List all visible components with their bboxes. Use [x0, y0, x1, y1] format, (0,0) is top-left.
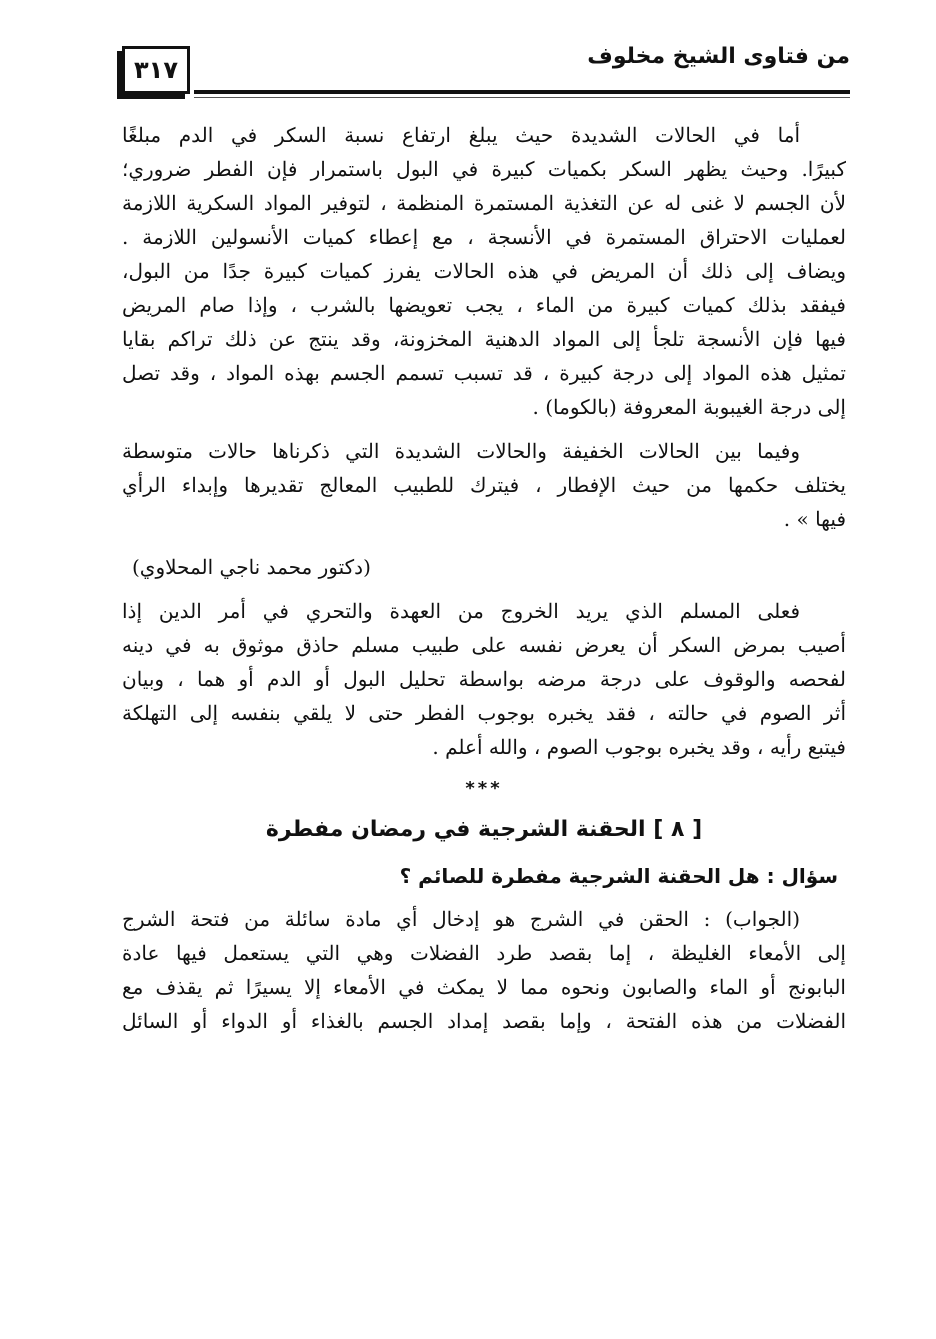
- text-line: فيتبع رأيه ، وقد يخبره بوجوب الصوم ، والله أعلم .: [432, 735, 846, 759]
- text-line: أثر الصوم في حالته ، فقد يخبره بوجوب الفطر حتى لا يلقي بنفسه إلى التهلكة: [122, 701, 846, 725]
- author-signature: (دكتور محمد ناجي المحلاوي): [132, 555, 371, 579]
- text-line: فعلى المسلم الذي يريد الخروج من العهدة والتحري في أمر الدين إذا: [122, 599, 800, 623]
- text-line: فيها » .: [783, 507, 846, 531]
- text-line: البابونج أو الماء والصابون ونحوه مما لا يمكث في الأمعاء إلا يسيرًا ثم يقذف مع: [122, 975, 846, 999]
- text-line: تمثيل هذه المواد إلى درجة كبيرة ، قد تسبب تسمم الجسم بهذه المواد ، وقد تصل: [122, 361, 846, 385]
- text-line: فيها فإن الأنسجة تلجأ إلى المواد الدهنية المخزونة، وقد ينتج عن ذلك تراكم بقايا: [122, 327, 846, 351]
- section-heading: [ ٨ ] الحقنة الشرجية في رمضان مفطرة: [265, 817, 703, 842]
- text-line: إلى درجة الغيبوبة المعروفة (بالكوما) .: [532, 395, 846, 419]
- paragraph-answer: [122, 902, 846, 1038]
- text-line: لأن الجسم لا غنى له عن التغذية المستمرة المنظمة ، لتوفير المواد السكرية اللازمة: [122, 191, 846, 215]
- text-line: أصيب بمرض السكر أن يعرض نفسه على طبيب مسلم حاذق موثوق به في دينه: [122, 633, 846, 657]
- text-line: كبيرًا. وحيث يظهر السكر بكميات كبيرة في البول باستمرار فإن الفطر ضروري؛: [122, 157, 846, 181]
- section-separator: ***: [465, 778, 503, 799]
- text-line: أما في الحالات الشديدة حيث يبلغ ارتفاع نسبة السكر في الدم مبلغًا: [122, 123, 800, 147]
- text-line: الفضلات من هذه الفتحة ، وإما بقصد إمداد الجسم بالغذاء أو الدواء أو السائل: [122, 1009, 846, 1033]
- text-line: يختلف حكمها من حيث الإفطار ، فيترك للطبيب المعالج تقديرها وإبداء الرأي: [122, 473, 846, 497]
- page-content: [122, 118, 846, 1038]
- text-line: ويضاف إلى ذلك أن المريض في هذه الحالات يفرز كميات كبيرة جدًا من البول،: [122, 259, 846, 283]
- text-line: لفحصه والوقوف على درجة مرضه بواسطة تحليل البول أو الدم أو هما ، وبيان: [122, 667, 846, 691]
- text-line: وفيما بين الحالات الخفيفة والحالات الشديدة التي ذكرناها حالات متوسطة: [122, 439, 800, 463]
- book-title: من فتاوى الشيخ مخلوف: [587, 44, 850, 69]
- page-number: ٣١٧: [122, 46, 190, 94]
- page-header: [118, 40, 850, 104]
- text-line: إلى الأمعاء الغليظة ، إما بقصد طرد الفضلات وهي التي يستعمل فيها عادة: [122, 941, 846, 965]
- text-line: لعمليات الاحتراق المستمرة في الأنسجة ، مع إعطاء كميات الأنسولين اللازمة .: [122, 225, 846, 249]
- question-text: سؤال : هل الحقنة الشرجية مفطرة للصائم ؟: [399, 864, 838, 888]
- text-line: فيفقد بذلك كميات كبيرة من الماء ، يجب تعويضها بالشرب ، وإذا صام المريض: [122, 293, 846, 317]
- text-line: (الجواب) : الحقن في الشرج هو إدخال أي مادة سائلة من فتحة الشرج: [122, 907, 800, 931]
- header-rule: [194, 90, 850, 94]
- paragraph-severe-cases: [122, 118, 846, 424]
- paragraph-ruling: [122, 594, 846, 764]
- paragraph-moderate-cases: [122, 434, 846, 536]
- header-rule-thin: [194, 97, 850, 98]
